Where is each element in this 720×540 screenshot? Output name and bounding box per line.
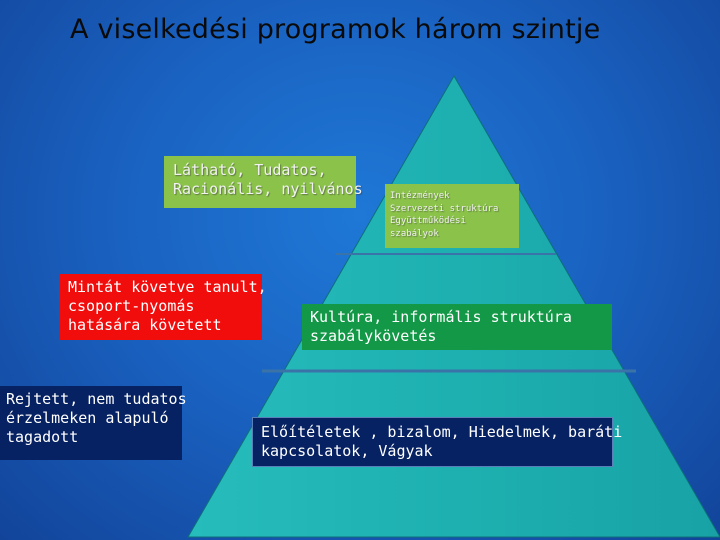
pyramid-level-middle xyxy=(302,304,612,350)
level-text: Előítéletek , bizalom, Hiedelmek, baráti xyxy=(261,423,623,441)
level-text: Szervezeti struktúra xyxy=(390,203,499,214)
level-text: szabályok xyxy=(390,228,439,239)
label-text: Rejtett, nem tudatos xyxy=(6,390,187,408)
label-text: Racionális, nyilvános xyxy=(173,180,363,199)
label-text: tagadott xyxy=(6,428,79,447)
slide-title: A viselkedési programok három szintje xyxy=(70,14,601,45)
label-learned-group-pressure xyxy=(60,274,267,340)
pyramid-level-top xyxy=(385,184,519,248)
level-text: Együttműködési xyxy=(390,216,466,227)
level-text: Intézmények xyxy=(390,191,450,201)
label-text: hatására követett xyxy=(68,316,222,335)
label-text: Látható, Tudatos, xyxy=(173,161,327,179)
label-hidden-unconscious xyxy=(0,386,187,460)
pyramid-level-bottom xyxy=(252,417,623,467)
label-text: érzelmeken alapuló xyxy=(6,409,169,428)
label-text: csoport-nyomás xyxy=(68,297,195,316)
label-visible-conscious xyxy=(164,156,363,208)
level-text: szabálykövetés xyxy=(310,327,437,346)
level-text: kapcsolatok, Vágyak xyxy=(261,442,433,461)
label-text: Mintát követve tanult, xyxy=(68,278,267,296)
level-text: Kultúra, informális struktúra xyxy=(310,308,572,326)
